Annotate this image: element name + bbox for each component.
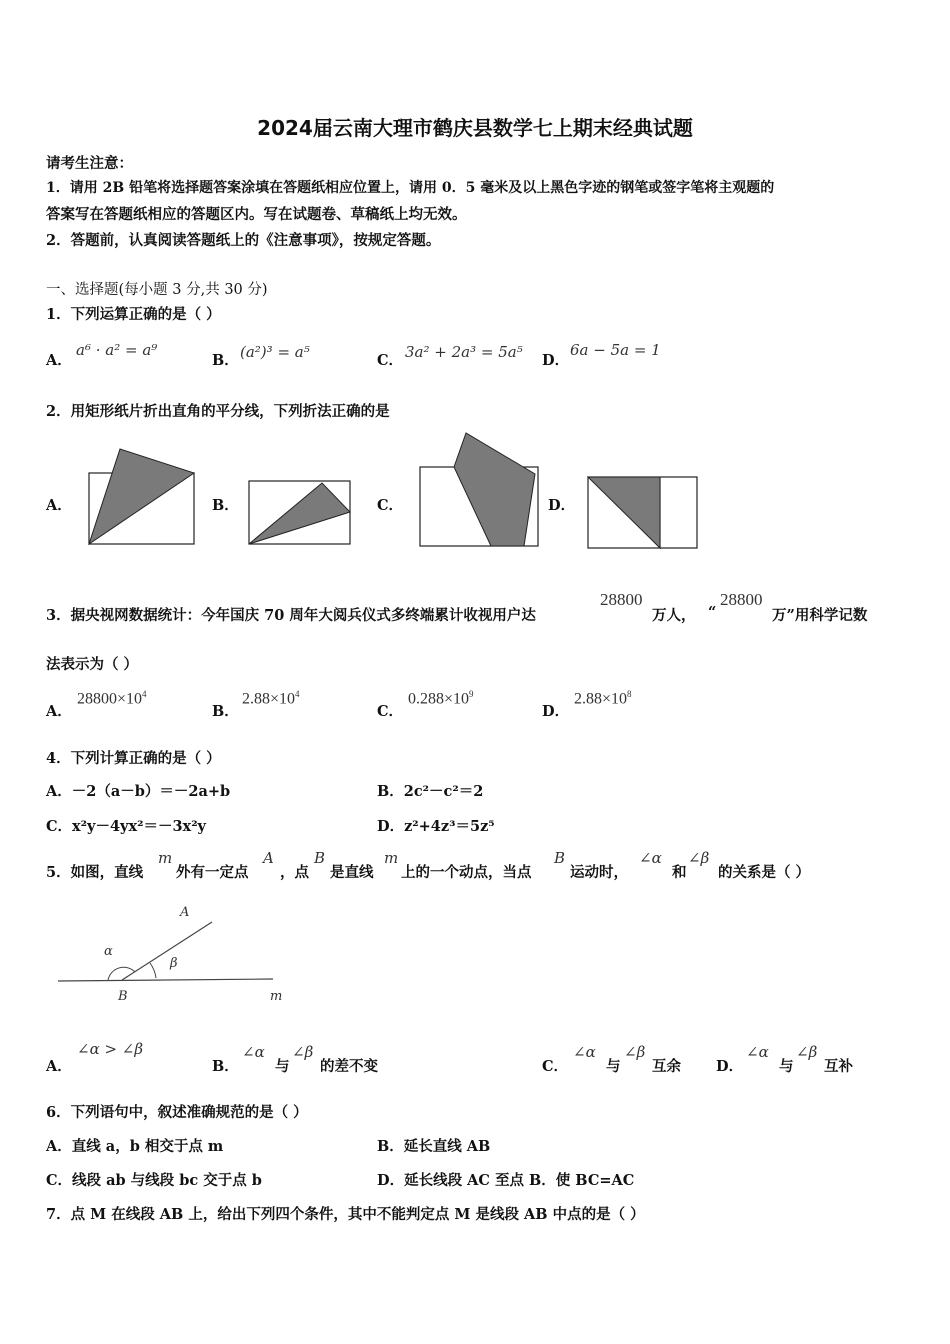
q5-option-b-beta: ∠β [292, 1043, 314, 1061]
q3-stem-d: 法表示为（ ） [46, 656, 139, 673]
q3-option-b-label: B． [212, 703, 239, 720]
q3-stem-b: 万人， [652, 607, 696, 624]
q6-option-a: A．直线 a，b 相交于点 m [46, 1138, 224, 1155]
q6-option-b: B．延长直线 AB [377, 1138, 491, 1155]
q4-option-a: A．－2（a－b）＝－2a+b [46, 783, 231, 800]
page-title: 2024届云南大理市鹤庆县数学七上期末经典试题 [257, 116, 693, 140]
q5-fig-label-beta: β [170, 956, 178, 971]
q5-fig-label-a: A [180, 905, 190, 920]
question-5-stem-1: 5．如图，直线 [46, 864, 144, 881]
q5-angle-alpha: ∠α [639, 849, 662, 867]
q1-option-d-expr: 6a − 5a = 1 [570, 341, 661, 359]
q1-option-a-expr: a⁶ · a² = a⁹ [76, 341, 158, 359]
q5-stem-2: 外有一定点 [176, 864, 249, 881]
q5-fig-label-m: m [270, 989, 283, 1004]
q5-option-d-mid: 与 [779, 1058, 794, 1075]
q2-figure-b [249, 481, 350, 544]
q5-option-c-alpha: ∠α [573, 1043, 596, 1061]
q1-option-b-label: B． [212, 352, 239, 369]
q3-number-2: 28800 [720, 590, 763, 609]
question-2-stem: 2．用矩形纸片折出直角的平分线，下列折法正确的是 [46, 403, 390, 420]
line-m [58, 979, 273, 981]
q5-option-d-alpha: ∠α [746, 1043, 769, 1061]
q6-option-c: C．线段 ab 与线段 bc 交于点 b [46, 1172, 262, 1189]
q1-option-c-expr: 3a² + 2a³ = 5a⁵ [405, 343, 523, 361]
q5-option-d-label: D． [716, 1058, 744, 1075]
q5-option-c-mid: 与 [606, 1058, 621, 1075]
q5-stem-6: 运动时， [570, 864, 628, 881]
q5-var-b-2: B [554, 849, 566, 867]
q5-option-c-beta: ∠β [624, 1043, 646, 1061]
q6-option-d: D．延长线段 AC 至点 B．使 BC=AC [377, 1172, 635, 1189]
q2-option-c-label: C． [377, 497, 404, 514]
q5-fig-label-b: B [118, 989, 128, 1004]
q1-option-b-expr: (a²)³ = a⁵ [240, 343, 310, 361]
q5-stem-5: 上的一个动点，当点 [401, 864, 532, 881]
q5-var-m-2: m [384, 849, 399, 867]
q1-option-d-label: D． [542, 352, 570, 369]
q3-option-c-label: C． [377, 703, 404, 720]
q2-figure-c [420, 433, 538, 546]
q5-var-m-1: m [158, 849, 173, 867]
q2-option-b-label: B． [212, 497, 239, 514]
q3-option-a-expr: $28800\times 10^4$ [77, 689, 147, 708]
notice-line-2: 2．答题前，认真阅读答题纸上的《注意事项》，按规定答题。 [46, 232, 441, 249]
ray-ba [122, 922, 212, 980]
q5-var-a: A [263, 849, 274, 867]
question-3-stem-a: 3．据央视网数据统计：今年国庆 70 周年大阅兵仪式多终端累计收视用户达 [46, 607, 536, 624]
q5-option-b-end: 的差不变 [320, 1058, 378, 1075]
q5-option-a-label: A． [46, 1058, 72, 1075]
q3-number-1: 28800 [600, 590, 643, 609]
q3-option-b-expr: $2.88\times 10^4$ [242, 689, 300, 708]
q3-option-a-label: A． [46, 703, 72, 720]
q5-stem-8: 的关系是（ ） [718, 864, 811, 881]
q1-option-c-label: C． [377, 352, 404, 369]
q4-option-d: D．z²+4z³＝5z⁵ [377, 818, 495, 835]
q3-option-d-expr: $2.88\times 10^8$ [574, 689, 632, 708]
q3-option-c-expr: $0.288\times 10^9$ [408, 689, 474, 708]
q5-option-b-mid: 与 [275, 1058, 290, 1075]
q2-option-d-label: D． [548, 497, 576, 514]
q5-fig-label-alpha: α [104, 944, 113, 959]
q4-option-c: C．x²y－4yx²＝－3x²y [46, 818, 206, 835]
q5-angle-beta: ∠β [688, 849, 710, 867]
q5-stem-4: 是直线 [330, 864, 374, 881]
notice-heading: 请考生注意： [46, 155, 133, 172]
q5-option-c-label: C． [542, 1058, 569, 1075]
q5-option-b-label: B． [212, 1058, 239, 1075]
section-heading: 一、选择题(每小题 3 分,共 30 分) [46, 282, 268, 298]
notice-line-1a: 1．请用 2B 铅笔将选择题答案涂填在答题纸相应位置上，请用 0．5 毫米及以上黑色字迹的钢笔或签字笔将主观题的 [46, 180, 775, 196]
angle-beta-arc [150, 963, 156, 978]
q5-option-d-end: 互补 [824, 1058, 853, 1075]
q5-option-d-beta: ∠β [796, 1043, 818, 1061]
q5-figure [58, 922, 273, 981]
q1-option-a-label: A． [46, 352, 72, 369]
question-4-stem: 4．下列计算正确的是（ ） [46, 750, 221, 767]
q5-option-b-alpha: ∠α [242, 1043, 265, 1061]
q2-figure-d [588, 477, 697, 548]
q5-stem-3: ，点 [280, 864, 309, 881]
q3-quote-open: “ [708, 604, 717, 621]
q5-stem-7: 和 [672, 864, 687, 881]
q5-option-c-end: 互余 [652, 1058, 681, 1075]
q3-option-d-label: D． [542, 703, 570, 720]
q2-figure-a [89, 449, 194, 544]
q3-stem-c: 万”用科学记数 [772, 607, 868, 624]
question-6-stem: 6．下列语句中，叙述准确规范的是（ ） [46, 1104, 308, 1121]
question-7-stem: 7．点 M 在线段 AB 上，给出下列四个条件，其中不能判定点 M 是线段 AB 中点的是（ ） [46, 1206, 645, 1223]
q4-option-b: B．2c²－c²＝2 [377, 783, 484, 800]
q2-option-a-label: A． [46, 497, 72, 514]
q5-option-a-expr: ∠α > ∠β [77, 1040, 144, 1058]
notice-line-1b: 答案写在答题纸相应的答题区内。写在试题卷、草稿纸上均无效。 [46, 206, 467, 223]
q5-var-b-1: B [314, 849, 326, 867]
question-1-stem: 1．下列运算正确的是（ ） [46, 306, 221, 323]
